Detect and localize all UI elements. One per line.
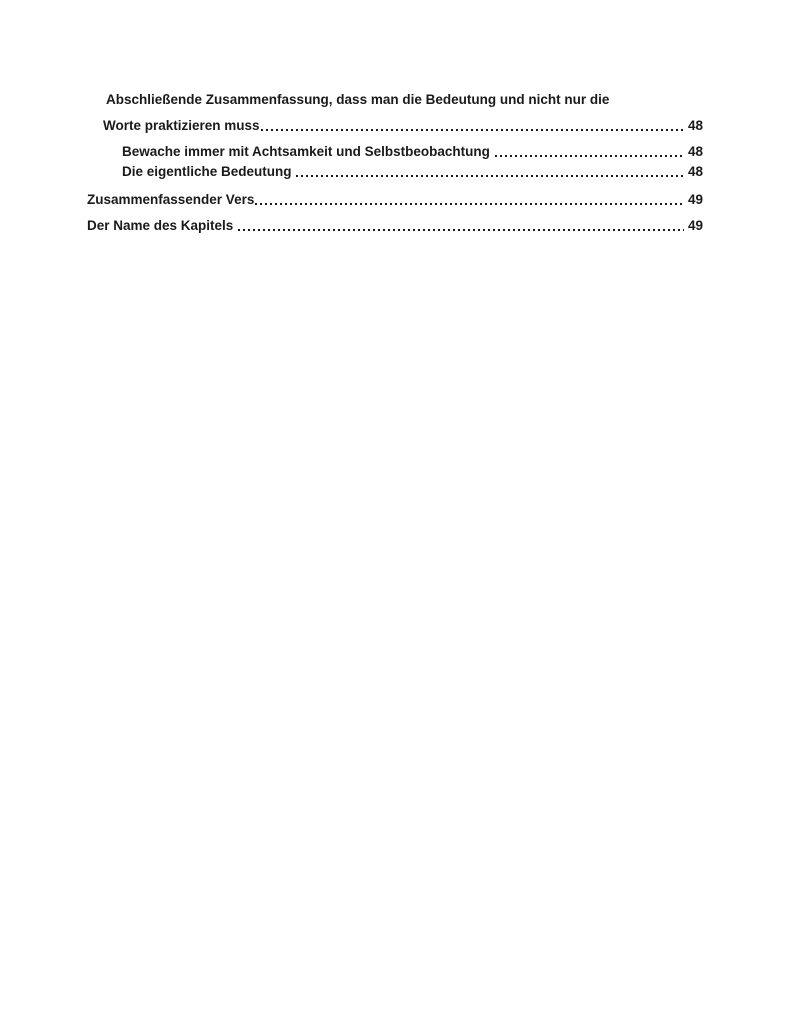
toc-entry-text: Die eigentliche Bedeutung [122,164,296,179]
toc-entry-text: Bewache immer mit Achtsamkeit und Selbstbeobachtung [122,144,494,159]
toc-page-number: 48 [687,118,703,133]
toc-entry-bewache [122,144,703,160]
dot-leader [261,129,684,131]
toc-entry-name-des-kapitels [87,218,703,234]
toc-page-number: 49 [687,192,703,207]
toc-entry-zusammenfassung-line2 [103,118,703,134]
toc-entry-zusammenfassung-line1 [106,92,703,108]
toc-entry-text: Abschließende Zusammenfassung, dass man die Bedeutung und nicht nur die [106,92,610,107]
toc-page-number: 48 [687,164,703,179]
toc-entry-text: Der Name des Kapitels [87,218,238,233]
toc-entry-text: Worte praktizieren muss [103,118,260,133]
dot-leader [238,229,684,231]
toc-entry-zusammenfassender-vers [87,192,703,208]
toc-entry-text: Zusammenfassender Vers [87,192,255,207]
dot-leader [296,175,684,177]
dot-leader [255,203,684,205]
toc-page-number: 48 [687,144,703,159]
dot-leader [495,155,684,157]
table-of-contents [0,0,703,234]
toc-entry-eigentliche-bedeutung [122,164,703,180]
toc-page-number: 49 [687,218,703,233]
